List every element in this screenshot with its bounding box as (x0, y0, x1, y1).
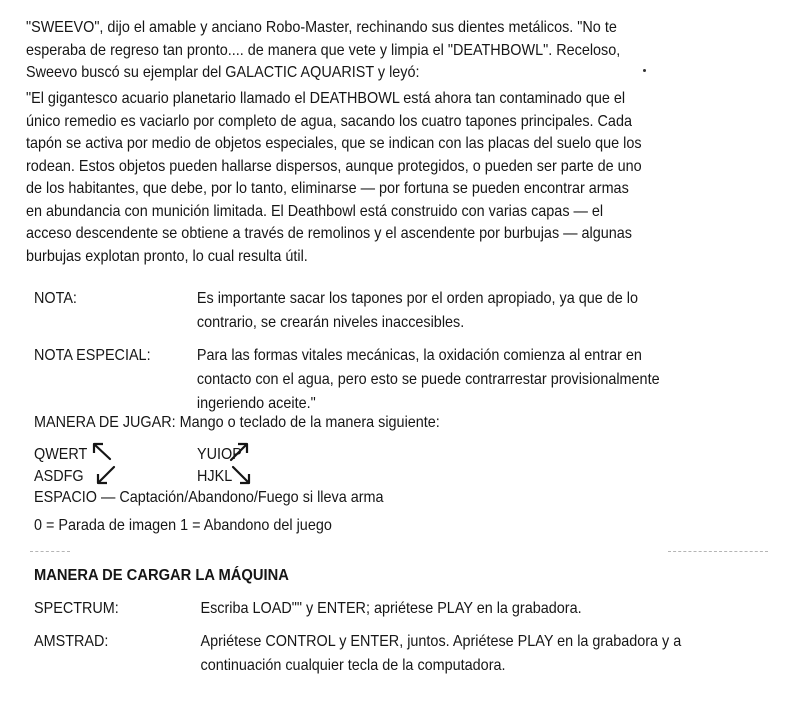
intro-paragraph (26, 17, 683, 85)
intro-line: "SWEEVO", dijo el amable y anciano Robo-Master, rechinando sus dientes metálicos. "No te (26, 19, 617, 36)
keys-down-right: HJKL (197, 468, 233, 485)
quote-line: rodean. Estos objetos pueden hallarse dispersos, aunque protegidos, o pueden ser parte de uno (26, 157, 642, 175)
spectrum-line: Escriba LOAD"" y ENTER; apriétese PLAY en la grabadora. (200, 600, 582, 617)
intro-line: esperaba de regreso tan pronto.... de manera que vete y limpia el "DEATHBOWL". Receloso, (26, 41, 621, 59)
nota-especial-line: contacto con el agua, pero esto se puede contrarrestar provisionalmente (196, 371, 660, 388)
space-key-text: ESPACIO — Captación/Abandono/Fuego si lleva arma (34, 489, 384, 506)
nota-especial-line: Para las formas vitales mecánicas, la oxidación comienza al entrar en (196, 347, 642, 364)
quote-line: en abundancia con munición limitada. El Deathbowl está construido con varias capas — el (26, 202, 604, 220)
arrow-up-right-icon (227, 440, 251, 464)
quote-line: tapón se activa por medio de objetos especiales, que se indican con las placas del suelo que los (26, 135, 642, 152)
amstrad-label: AMSTRAD: (34, 633, 109, 650)
nota-especial-line: ingeriendo aceite." (196, 395, 316, 412)
nota-line: Es importante sacar los tapones por el orden apropiado, ya que de lo (196, 290, 638, 307)
loading-heading: MANERA DE CARGAR LA MÁQUINA (34, 567, 289, 584)
print-speck (643, 69, 646, 72)
spectrum-label: SPECTRUM: (34, 600, 119, 617)
nota-text (197, 287, 701, 335)
amstrad-line: Apriétese CONTROL y ENTER, juntos. Apriétese PLAY en la grabadora y a (200, 633, 682, 650)
key-diagram (34, 440, 354, 490)
nota-label: NOTA: (34, 290, 77, 307)
divider (668, 551, 768, 552)
intro-line: Sweevo buscó su ejemplar del GALACTIC AQUARIST y leyó: (26, 64, 420, 81)
arrow-down-left-icon (94, 464, 118, 488)
amstrad-text (201, 630, 750, 678)
spectrum-text (201, 597, 750, 621)
nota-line: contrario, se crearán niveles inaccesibles. (196, 314, 465, 331)
quote-line: de los habitantes, que debe, por lo tanto, eliminarse — por fortuna se pueden encontrar armas (26, 180, 629, 197)
controls-title: MANERA DE JUGAR: Mango o teclado de la manera siguiente: (34, 414, 440, 431)
pause-quit-text: 0 = Parada de imagen 1 = Abandono del juego (34, 517, 332, 534)
keys-up-right: YUIOP (197, 446, 242, 463)
quote-line: "El gigantesco acuario planetario llamado el DEATHBOWL está ahora tan contaminado que el (26, 90, 626, 107)
quote-paragraph (26, 88, 683, 268)
amstrad-line: continuación cualquier tecla de la computadora. (200, 657, 506, 674)
keys-up-left: QWERT (34, 446, 88, 463)
divider (30, 551, 70, 552)
quote-line: único remedio es vaciarlo por completo de agua, sacando los cuatro tapones principales. Cada (26, 112, 632, 130)
nota-especial-label: NOTA ESPECIAL: (34, 347, 151, 364)
keys-down-left: ASDFG (34, 468, 84, 485)
quote-line: acceso descendente se obtiene a través de remolinos y el ascendente por burbujas — algunas (26, 225, 632, 242)
quote-line: burbujas explotan pronto, lo cual resulta útil. (26, 247, 308, 265)
nota-especial-text (197, 344, 701, 416)
arrow-down-right-icon (230, 464, 254, 488)
arrow-up-left-icon (90, 440, 114, 462)
